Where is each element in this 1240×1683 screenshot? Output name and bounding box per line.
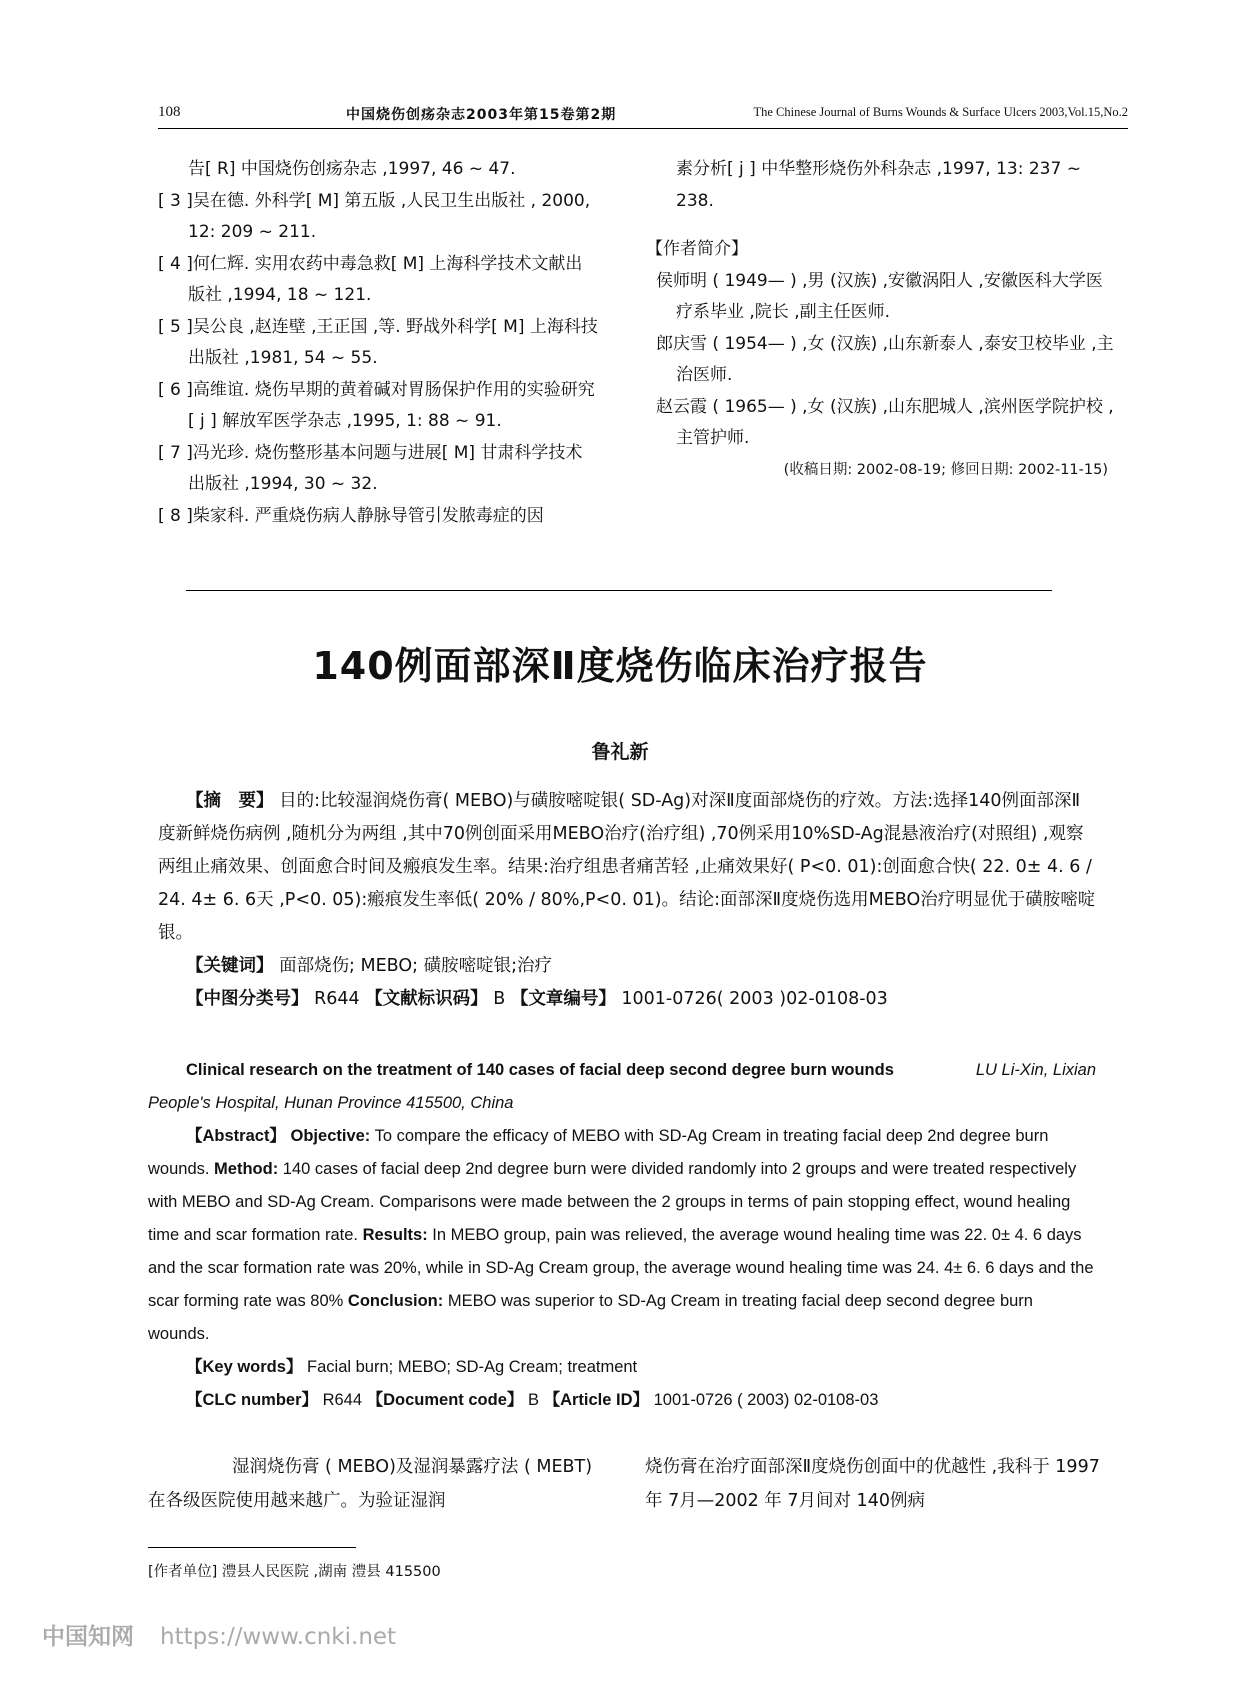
- clc-value: R644: [318, 1391, 367, 1409]
- running-header: [158, 104, 1128, 129]
- reference-item: [ 7 ]冯光珍. 烧伤整形基本问题与进展[ M] 甘肃科学技术出版社 ,1994, 30 ~ 32.: [158, 442, 583, 494]
- clc-label: 【CLC number】: [186, 1391, 318, 1409]
- english-keywords: [148, 1351, 1096, 1384]
- reference-item: 素分析[ j ] 中华整形烧伤外科杂志 ,1997, 13: 237 ~ 238.: [676, 159, 1081, 211]
- author-bio: 郎庆雪 ( 1954— ) ,女 (汉族) ,山东新泰人 ,泰安卫校毕业 ,主治医师.: [656, 333, 1114, 385]
- article-id-label: 【Article ID】: [543, 1391, 650, 1409]
- footnote-text: 澧县人民医院 ,湖南 澧县 415500: [217, 1564, 441, 1580]
- en-keywords-text: Facial burn; MEBO; SD-Ag Cream; treatment: [302, 1358, 638, 1376]
- abstract-en: [148, 1054, 1096, 1417]
- en-doc-code-value: B: [523, 1391, 544, 1409]
- classification-line: [158, 983, 1096, 1016]
- abstract-label: 【摘 要】: [186, 791, 274, 811]
- body-left-column: [148, 1450, 603, 1518]
- abstract-text: 目的:比较湿润烧伤膏( MEBO)与磺胺嘧啶银( SD-Ag)对深Ⅱ度面部烧伤的疗效。方法:选择140例面部深Ⅱ度新鲜烧伤病例 ,随机分为两组 ,其中70例创面采用MEBO治疗(治疗组) ,70例采用10%SD-Ag混悬液治疗(对照组) ,观察两组止痛效果、创面愈合时间及瘢痕发生率。结果:治疗组患者痛苦轻 ,止痛效果好( P<0. 01):创面愈合快( 22. 0± 4. 6 / 24. 4± 6. 6天 ,P<0. 05):瘢痕发生率低( 20% / 80%,P<0. 01)。结论:面部深Ⅱ度烧伤选用MEBO治疗明显优于磺胺嘧啶银。: [158, 791, 1096, 943]
- english-title-line: [148, 1054, 1096, 1087]
- article-no-value: 1001-0726( 2003 )02-0108-03: [615, 989, 888, 1009]
- en-keywords-label: 【Key words】: [186, 1358, 303, 1376]
- references-left-column: [158, 154, 598, 532]
- doc-code-label: 【文献标识码】: [365, 989, 488, 1009]
- objective-text: To compare the efficacy of MEBO with SD-Ag Cream in treating facial deep 2nd degree burn wounds.: [148, 1127, 1049, 1178]
- article-author: 鲁礼新: [591, 741, 649, 763]
- footnote-label: [作者单位]: [148, 1564, 218, 1580]
- received-dates: (收稿日期: 2002-08-19; 修回日期: 2002-11-15): [783, 461, 1108, 478]
- reference-item: [ 3 ]吴在德. 外科学[ M] 第五版 ,人民卫生出版社 , 2000, 12: 209 ~ 211.: [158, 190, 591, 242]
- english-abstract-paragraph: [148, 1120, 1096, 1351]
- conclusion-text: MEBO was superior to SD-Ag Cream in treating facial deep second degree burn wounds.: [148, 1292, 1033, 1343]
- objective-label: Objective:: [285, 1127, 371, 1145]
- classification-value: R644: [308, 989, 366, 1009]
- body-paragraph: 烧伤膏在治疗面部深Ⅱ度烧伤创面中的优越性 ,我科于 1997 年 7月—2002 年 7月间对 140例病: [645, 1457, 1100, 1511]
- footnote-divider: [148, 1547, 356, 1548]
- english-author-affiliation: LU Li-Xin, Lixian: [975, 1061, 1096, 1079]
- body-paragraph: 湿润烧伤膏 ( MEBO)及湿润暴露疗法 ( MEBT)在各级医院使用越来越广。为验证湿润: [148, 1457, 593, 1511]
- reference-item: [ 5 ]吴公良 ,赵连壁 ,王正国 ,等. 野战外科学[ M] 上海科技出版社 ,1981, 54 ~ 55.: [158, 316, 598, 368]
- article-title: 140例面部深Ⅱ度烧伤临床治疗报告: [312, 644, 928, 688]
- reference-item: [ 8 ]柴家科. 严重烧伤病人静脉导管引发脓毒症的因: [158, 505, 544, 526]
- author-bio: 赵云霞 ( 1965— ) ,女 (汉族) ,山东肥城人 ,滨州医学院护校 ,主管护师.: [656, 396, 1114, 448]
- journal-name-en: The Chinese Journal of Burns Wounds & Surface Ulcers 2003,Vol.15,No.2: [753, 105, 1128, 119]
- right-column: [646, 154, 1116, 486]
- reference-item: [ 4 ]何仁辉. 实用农药中毒急救[ M] 上海科学技术文献出版社 ,1994, 18 ~ 121.: [158, 253, 583, 305]
- page-number: 108: [158, 104, 181, 120]
- watermark: [42, 1618, 396, 1651]
- body-right-column: [645, 1450, 1100, 1518]
- en-abstract-label: 【Abstract】: [186, 1127, 286, 1145]
- en-doc-code-label: 【Document code】: [366, 1391, 524, 1409]
- doc-code-value: B: [487, 989, 511, 1009]
- reference-item: 告[ R] 中国烧伤创疡杂志 ,1997, 46 ~ 47.: [188, 159, 516, 179]
- author-bio-heading: 【作者简介】: [646, 239, 748, 259]
- journal-name-cn: 中国烧伤创疡杂志2003年第15卷第2期: [346, 107, 617, 123]
- keywords-text: 面部烧伤; MEBO; 磺胺嘧啶银;治疗: [273, 956, 553, 976]
- reference-item: [ 6 ]高维谊. 烧伤早期的黄着碱对胃肠保护作用的实验研究[ j ] 解放军医学杂志 ,1995, 1: 88 ~ 91.: [158, 379, 595, 431]
- method-text: 140 cases of facial deep 2nd degree burn were divided randomly into 2 groups and were treated respectively with MEBO and SD-Ag Cream. Comparisons were made between the 2 groups in terms of pain stopping effect, wound healing time and scar formation rate.: [148, 1160, 1077, 1244]
- footnote: [148, 1560, 441, 1581]
- article-id-value: 1001-0726 ( 2003) 02-0108-03: [649, 1391, 879, 1409]
- section-divider: [186, 590, 1052, 591]
- keywords-label: 【关键词】: [186, 956, 274, 976]
- author-bio: 侯师明 ( 1949— ) ,男 (汉族) ,安徽涡阳人 ,安徽医科大学医疗系毕业 ,院长 ,副主任医师.: [656, 270, 1103, 322]
- abstract-cn-paragraph: [158, 785, 1096, 950]
- english-classification-line: [148, 1384, 1096, 1417]
- abstract-cn: [158, 785, 1096, 1016]
- keywords-cn: [158, 950, 1096, 983]
- conclusion-label: Conclusion:: [347, 1292, 444, 1310]
- method-label: Method:: [214, 1160, 279, 1178]
- classification-label: 【中图分类号】: [186, 989, 309, 1009]
- watermark-brand: 中国知网: [42, 1624, 134, 1650]
- article-no-label: 【文章编号】: [510, 989, 616, 1009]
- watermark-url: https://www.cnki.net: [160, 1624, 397, 1650]
- english-title: Clinical research on the treatment of 140 cases of facial deep second degree burn wounds: [186, 1061, 894, 1079]
- english-affiliation-cont: People's Hospital, Hunan Province 415500, China: [148, 1094, 514, 1112]
- results-label: Results:: [362, 1226, 428, 1244]
- results-text: In MEBO group, pain was relieved, the average wound healing time was 22. 0± 4. 6 days and the scar formation rate was 20%, while in SD-Ag Cream group, the average wound healing time was 24. 4± 6. 6 days and the scar forming rate was 80%: [148, 1226, 1094, 1310]
